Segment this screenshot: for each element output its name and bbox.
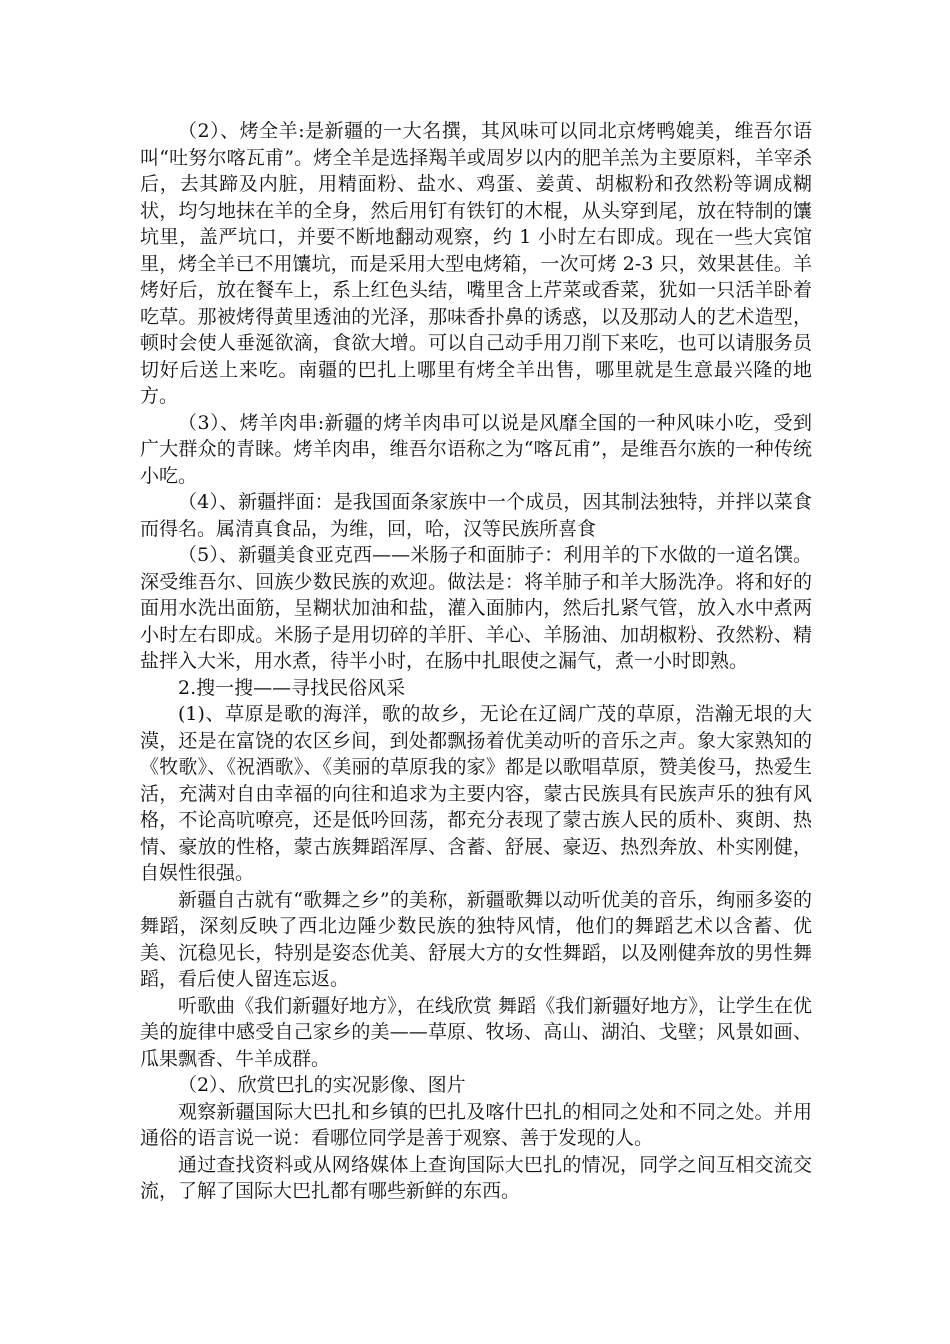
section-heading-folk-customs: 2.搜一搜——寻找民俗风采	[178, 676, 406, 699]
document-body	[140, 118, 812, 1205]
paragraph-xinjiang-dance: 新疆自古就有“歌舞之乡”的美称，新疆歌舞以动听优美的音乐，绚丽多姿的舞蹈，深刻反映了西北边陲少数民族的独特风情，他们的舞蹈艺术以含蓄、优美、沉稳见长，特别是姿态优美、舒展大方的女性舞蹈，以及刚健奔放的男性舞蹈，看后使人留连忘返。	[140, 888, 812, 990]
paragraph-observe-bazaar: 观察新疆国际大巴扎和乡镇的巴扎及喀什巴扎的相同之处和不同之处。并用通俗的语言说一说：看哪位同学是善于观察、善于发现的人。	[140, 1100, 812, 1149]
paragraph-listen-song: 听歌曲《我们新疆好地方》，在线欣赏 舞蹈《我们新疆好地方》，让学生在优美的旋律中感受自己家乡的美——草原、牧场、高山、湖泊、戈壁；风景如画、瓜果飘香、牛羊成群。	[140, 994, 812, 1070]
paragraph-lamb-skewers: （3）、烤羊肉串:新疆的烤羊肉串可以说是风靡全国的一种风味小吃，受到广大群众的青睐。烤羊肉串，维吾尔语称之为“喀瓦甫”，是维吾尔族的一种传统小吃。	[140, 411, 812, 487]
paragraph-rice-sausage: （5）、新疆美食亚克西——米肠子和面肺子：利用羊的下水做的一道名馔。深受维吾尔、回族少数民族的欢迎。做法是：将羊肺子和羊大肠洗净。将和好的面用水洗出面筋，呈糊状加油和盐，灌入面肺内，然后扎紧气管，放入水中煮两小时左右即成。米肠子是用切碎的羊肝、羊心、羊肠油、加胡椒粉、孜然粉、精盐拌入大米，用水煮，待半小时，在肠中扎眼使之漏气，煮一小时即熟。	[140, 544, 812, 672]
subheading-bazaar-images: （2）、欣赏巴扎的实况影像、图片	[178, 1074, 466, 1096]
paragraph-xinjiang-noodles: （4）、新疆拌面：是我国面条家族中一个成员，因其制法独特，并拌以菜食而得名。属清真食品，为维，回，哈，汉等民族所喜食	[140, 491, 812, 540]
paragraph-grassland-songs: (1)、草原是歌的海洋，歌的故乡，无论在辽阔广茂的草原，浩瀚无垠的大漠，还是在富饶的农区乡间，到处都飘扬着优美动听的音乐之声。象大家熟知的《牧歌》、《祝酒歌》、《美丽的草原我的家》都是以歌唱草原，赞美俊马，热爱生活，充满对自由幸福的向往和追求为主要内容，蒙古民族具有民族声乐的独有风格，不论高吭嘹亮，还是低吟回荡，都充分表现了蒙古族人民的质朴、爽朗、热情、豪放的性格，蒙古族舞蹈浑厚、含蓄、舒展、豪迈、热烈奔放、朴实刚健，自娱性很强。	[140, 703, 812, 884]
paragraph-research-bazaar: 通过查找资料或从网络媒体上查询国际大巴扎的情况，同学之间互相交流交流，了解了国际大巴扎都有哪些新鲜的东西。	[140, 1153, 812, 1202]
paragraph-roast-whole-lamb: （2）、烤全羊:是新疆的一大名撰，其风味可以同北京烤鸭媲美，维吾尔语叫“吐努尔喀瓦甫”。烤全羊是选择羯羊或周岁以内的肥羊羔为主要原料，羊宰杀后，去其蹄及内脏，用精面粉、盐水、鸡蛋、姜黄、胡椒粉和孜然粉等调成糊状，均匀地抹在羊的全身，然后用钉有铁钉的木棍，从头穿到尾，放在特制的馕坑里，盖严坑口，并要不断地翻动观察，约 1 小时左右即成。现在一些大宾馆里，烤全羊已不用馕坑，而是采用大型电烤箱，一次可烤 2-3 只，效果甚佳。羊烤好后，放在餐车上，系上红色头结，嘴里含上芹菜或香菜，犹如一只活羊卧着吃草。那被烤得黄里透油的光泽，那味香扑鼻的诱惑，以及那动人的艺术造型，顿时会使人垂涎欲滴，食欲大增。可以自己动手用刀削下来吃，也可以请服务员切好后送上来吃。南疆的巴扎上哪里有烤全羊出售，哪里就是生意最兴隆的地方。	[140, 120, 812, 407]
